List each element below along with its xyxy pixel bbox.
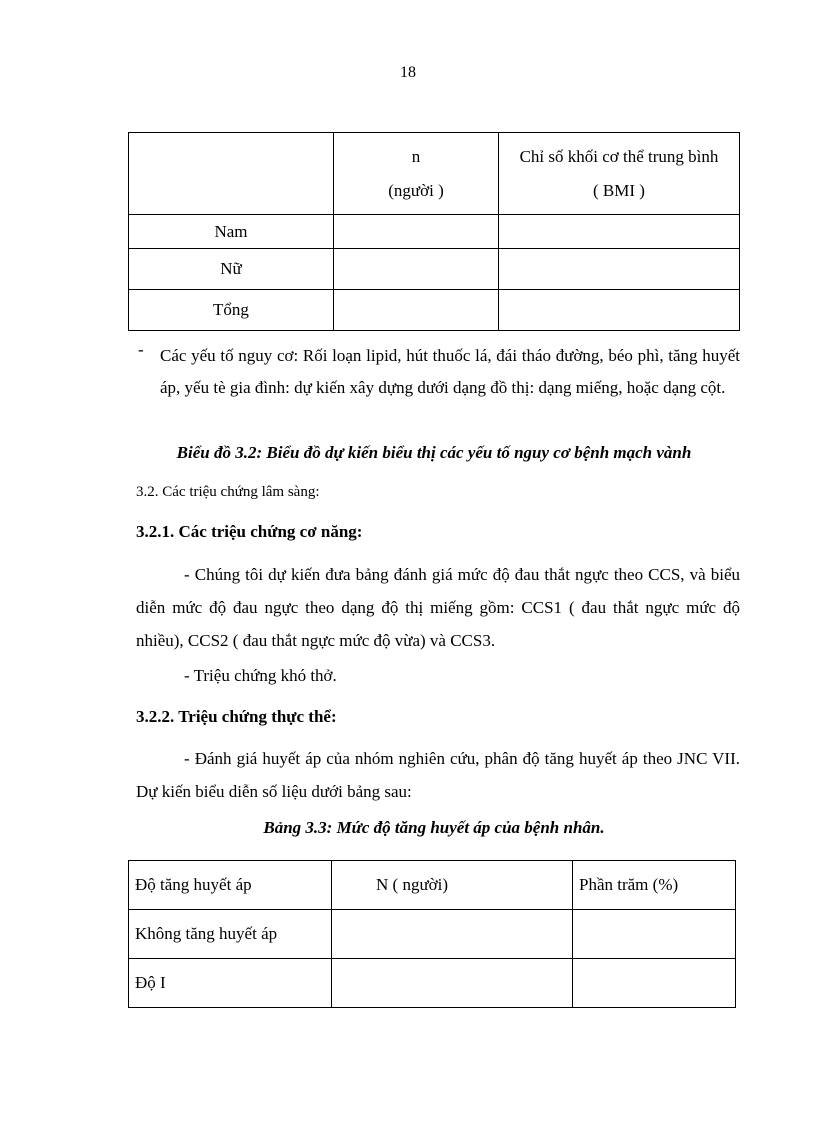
paragraph-dyspnea: - Triệu chứng khó thở. <box>184 666 337 685</box>
table-header-cell <box>499 133 740 215</box>
table-cell <box>332 910 573 959</box>
bullet-text: Các yếu tố nguy cơ: Rối loạn lipid, hút thuốc lá, đái tháo đường, béo phì, tăng huyết áp, yếu tè gia đình: dự kiến xây dựng dưới dạng đồ thị: dạng miếng, hoặc dạng cột. <box>160 346 740 397</box>
row-label: Tổng <box>129 290 334 331</box>
table-cell <box>334 215 499 249</box>
header-n: n <box>411 146 421 166</box>
bmi-table <box>128 132 740 331</box>
section-heading: 3.2. Các triệu chứng lâm sàng: <box>136 484 320 500</box>
paragraph-ccs: - Chúng tôi dự kiến đưa bảng đánh giá mức độ đau thắt ngực theo CCS, và biểu diễn mức độ đau ngực theo dạng độ thị miếng gồm: CCS1 ( đau thắt ngực mức độ nhiều), CCS2 ( đau thắt ngực mức độ vừa) và CCS3. <box>136 565 740 650</box>
table-header-cell <box>334 133 499 215</box>
table-row <box>129 249 740 290</box>
table-caption: Bảng 3.3: Mức độ tăng huyết áp của bệnh nhân. <box>263 818 605 837</box>
row-label: Không tăng huyết áp <box>129 910 332 959</box>
table-cell <box>573 959 736 1008</box>
table-header-cell <box>129 133 334 215</box>
header-bmi: Chỉ số khối cơ thể trung bình <box>519 146 719 166</box>
table-cell <box>499 215 740 249</box>
table-header-row <box>129 133 740 215</box>
table-header-cell: Phần trăm (%) <box>573 861 736 910</box>
table-cell <box>499 290 740 331</box>
table-header-row <box>129 861 736 910</box>
table-row <box>129 215 740 249</box>
header-bmi-abbr: ( BMI ) <box>593 180 645 200</box>
subsection-heading: 3.2.2. Triệu chứng thực thể: <box>136 707 337 726</box>
table-row <box>129 290 740 331</box>
header-n-unit: (người ) <box>388 180 444 200</box>
page-number: 18 <box>400 64 416 81</box>
table-header-cell: Độ tăng huyết áp <box>129 861 332 910</box>
row-label: Nữ <box>129 249 334 290</box>
row-label: Nam <box>129 215 334 249</box>
table-row <box>129 959 736 1008</box>
chart-caption: Biểu đồ 3.2: Biểu đồ dự kiến biểu thị các yếu tố nguy cơ bệnh mạch vành <box>176 443 692 462</box>
table-cell <box>332 959 573 1008</box>
subsection-heading: 3.2.1. Các triệu chứng cơ năng: <box>136 522 363 541</box>
hypertension-table <box>128 860 736 1008</box>
table-cell <box>334 249 499 290</box>
row-label: Độ I <box>129 959 332 1008</box>
table-cell <box>573 910 736 959</box>
table-cell <box>334 290 499 331</box>
table-header-cell: N ( người) <box>332 861 573 910</box>
table-cell <box>499 249 740 290</box>
bullet-dash: - <box>138 340 144 359</box>
table-row <box>129 910 736 959</box>
paragraph-bp: - Đánh giá huyết áp của nhóm nghiên cứu, phân độ tăng huyết áp theo JNC VII. Dự kiến biểu diễn số liệu dưới bảng sau: <box>136 749 740 801</box>
